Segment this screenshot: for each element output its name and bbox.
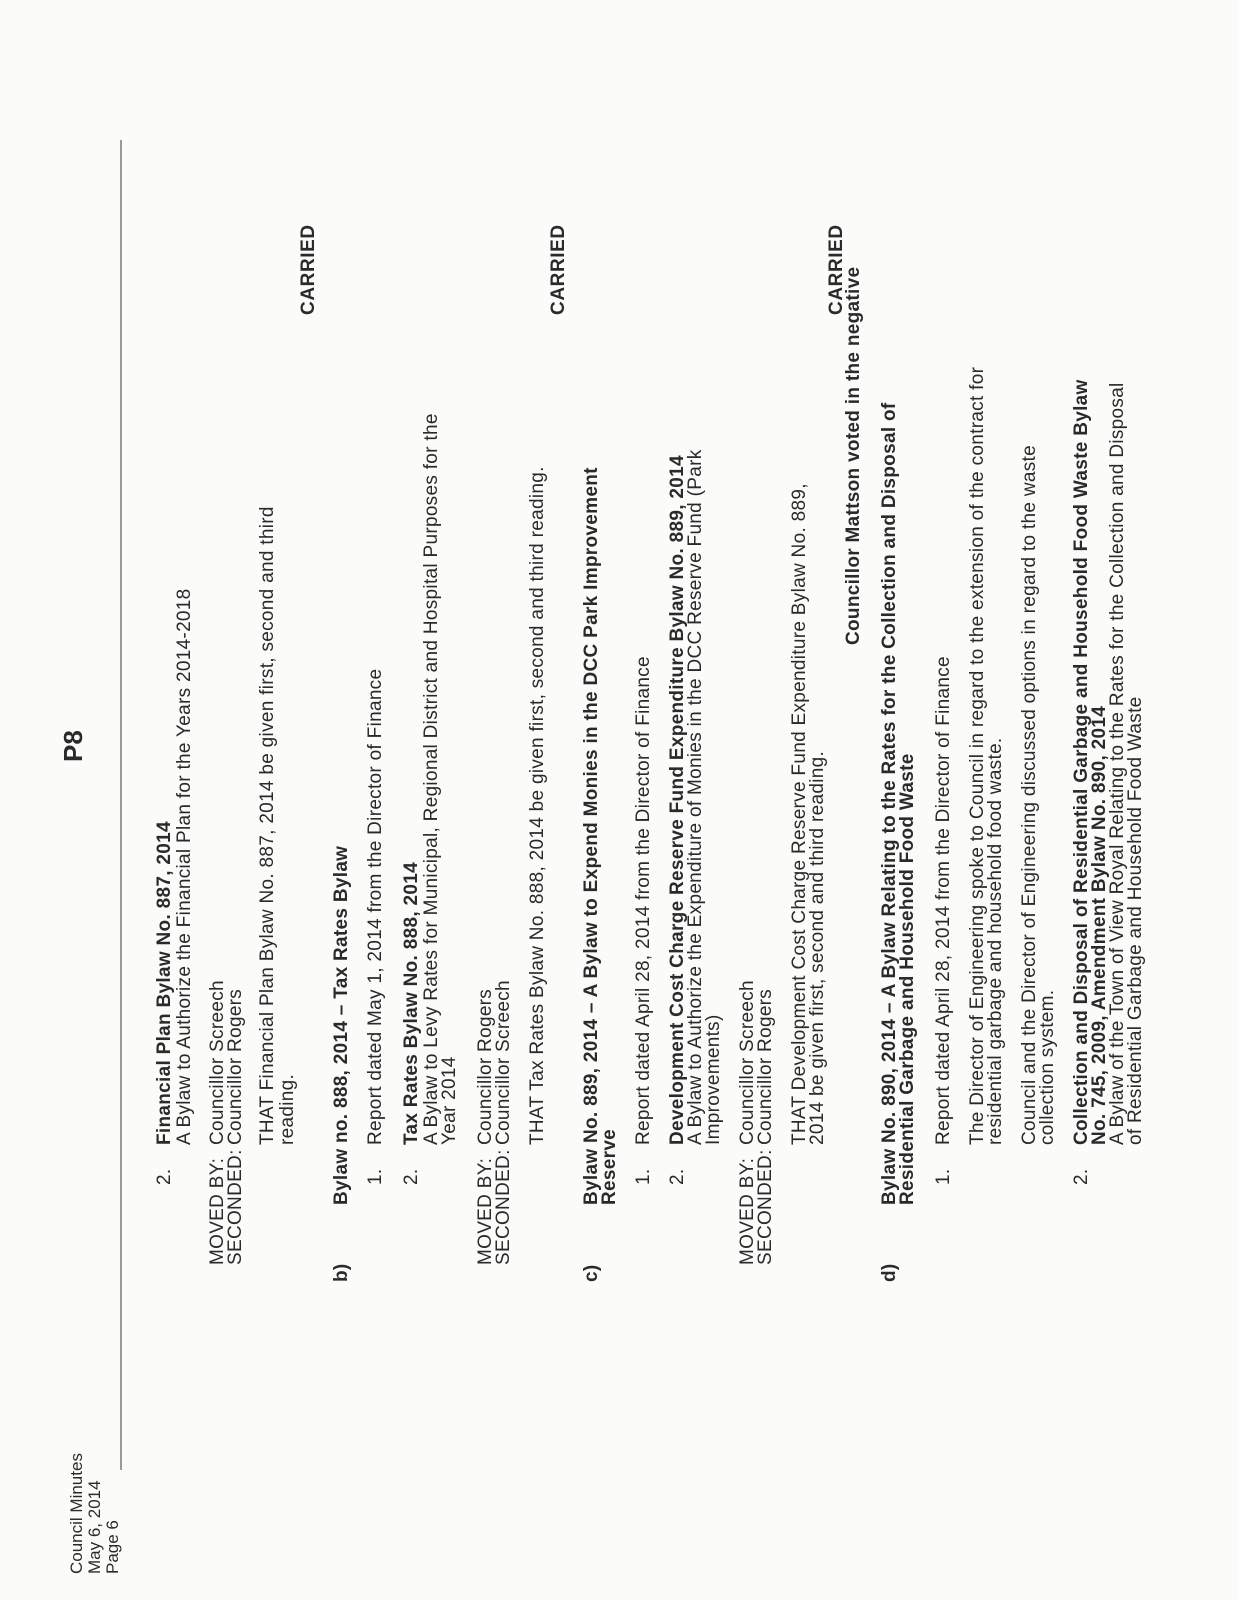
c-result: CARRIED <box>826 224 847 315</box>
d-paragraph2-cont: collection system. <box>1037 989 1058 1145</box>
section-d-title-cont: Residential Garbage and Household Food Waste <box>897 753 918 1205</box>
b-item2-desc: A Bylaw to Levy Rates for Municipal, Regional District and Hospital Purposes for the <box>421 413 442 1145</box>
fp-description: A Bylaw to Authorize the Financial Plan for the Years 2014-2018 <box>174 588 195 1145</box>
section-d-letter: d) <box>879 1263 900 1282</box>
b-item2-number: 2. <box>401 1168 422 1185</box>
page-number: Page 6 <box>103 1520 122 1574</box>
c-moved-by: Councillor Screech <box>737 980 758 1145</box>
section-b-title: Bylaw no. 888, 2014 – Tax Rates Bylaw <box>331 845 352 1205</box>
d-paragraph1: The Director of Engineering spoke to Council in regard to the extension of the contract for <box>967 366 988 1145</box>
b-item2-desc-cont: Year 2014 <box>439 1056 460 1145</box>
page-stamp: P8 <box>58 730 88 762</box>
d-paragraph1-cont: residential garbage and household food waste. <box>985 737 1006 1145</box>
b-moved-label: MOVED BY: <box>475 1157 496 1265</box>
c-item2-title: Development Cost Charge Reserve Fund Expenditure Bylaw No. 889, 2014 <box>667 455 688 1145</box>
section-d-title: Bylaw No. 890, 2014 – A Bylaw Relating to the Rates for the Collection and Disposal of <box>879 402 900 1205</box>
section-c-letter: c) <box>581 1264 602 1282</box>
c-item1-number: 1. <box>633 1168 654 1185</box>
doc-title: Council Minutes <box>67 1453 86 1574</box>
c-seconded-label: SECONDED: <box>755 1149 776 1265</box>
c-seconded-by: Councillor Rogers <box>755 988 776 1145</box>
b-result: CARRIED <box>548 224 569 315</box>
d-item2-title-cont: No. 745, 2009, Amendment Bylaw No. 890, 2014 <box>1089 705 1110 1145</box>
fp-motion-cont: reading. <box>277 1073 298 1145</box>
b-item2-title: Tax Rates Bylaw No. 888, 2014 <box>401 862 422 1145</box>
d-item2-desc: A Bylaw of the Town of View Royal Relating to the Rates for the Collection and Disposal <box>1107 382 1128 1145</box>
d-item1-text: Report dated April 28, 2014 from the Director of Finance <box>933 656 954 1145</box>
b-seconded-label: SECONDED: <box>493 1149 514 1265</box>
c-motion-cont: 2014 be given first, second and third reading. <box>807 750 828 1145</box>
doc-date: May 6, 2014 <box>85 1480 104 1574</box>
fp-moved-label: MOVED BY: <box>207 1157 228 1265</box>
d-item1-number: 1. <box>933 1168 954 1185</box>
b-item1-number: 1. <box>365 1168 386 1185</box>
fp-seconded-by: Councillor Rogers <box>225 988 246 1145</box>
b-motion: THAT Tax Rates Bylaw No. 888, 2014 be given first, second and third reading. <box>527 466 548 1145</box>
d-item2-number: 2. <box>1071 1168 1092 1185</box>
fp-title: Financial Plan Bylaw No. 887, 2014 <box>154 821 175 1145</box>
fp-seconded-label: SECONDED: <box>225 1149 246 1265</box>
c-item2-number: 2. <box>667 1168 688 1185</box>
fp-item-number: 2. <box>154 1168 175 1185</box>
c-item1-text: Report dated April 28, 2014 from the Director of Finance <box>633 656 654 1145</box>
fp-motion: THAT Financial Plan Bylaw No. 887, 2014 be given first, second and third <box>257 506 278 1145</box>
b-item1-text: Report dated May 1, 2014 from the Director of Finance <box>365 668 386 1145</box>
section-c-title-cont: Reserve <box>599 1128 620 1205</box>
section-b-letter: b) <box>331 1263 352 1282</box>
section-c-title: Bylaw No. 889, 2014 – A Bylaw to Expend Monies in the DCC Park Improvement <box>581 467 602 1205</box>
d-item2-title: Collection and Disposal of Residential Garbage and Household Food Waste Bylaw <box>1071 379 1092 1145</box>
fp-moved-by: Councillor Screech <box>207 980 228 1145</box>
c-item2-desc: A Bylaw to Authorize the Expenditure of Monies in the DCC Reserve Fund (Park <box>685 449 706 1145</box>
header-rule <box>120 140 122 1470</box>
d-item2-desc-cont: of Residential Garbage and Household Food Waste <box>1125 696 1146 1145</box>
c-item2-desc-cont: Improvements) <box>703 1014 724 1145</box>
d-paragraph2: Council and the Director of Engineering discussed options in regard to the waste <box>1019 445 1040 1145</box>
c-moved-label: MOVED BY: <box>737 1157 758 1265</box>
c-vote-note: Councillor Mattson voted in the negative <box>843 266 864 645</box>
c-motion: THAT Development Cost Charge Reserve Fund Expenditure Bylaw No. 889, <box>789 483 810 1145</box>
fp-result: CARRIED <box>298 224 319 315</box>
b-moved-by: Councillor Rogers <box>475 988 496 1145</box>
b-seconded-by: Councillor Screech <box>493 980 514 1145</box>
